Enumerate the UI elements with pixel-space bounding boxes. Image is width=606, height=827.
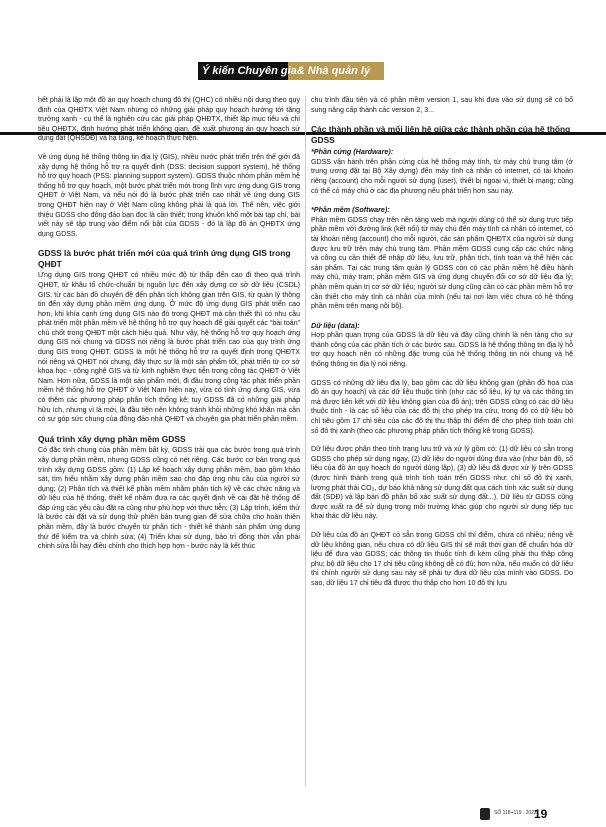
- column-divider: [305, 96, 306, 786]
- subheading: *Phần cứng (Hardware):: [311, 147, 394, 157]
- issue-number: SỐ 118+119 . 2022: [494, 810, 537, 816]
- paragraph: Hợp phần quan trọng của GDSS là dữ liệu và đây cũng chính là nền tảng cho sự thành công của các phân tích ở các bước sau. GDSS là hệ thống thông tin địa lý hỗ trợ quy hoạch nên có những đặc trưng của hệ thống thông tin nói chung và hệ thống thông tin địa lý nói riêng.: [311, 332, 573, 369]
- right-column: [311, 96, 573, 598]
- section-title-part1: Ý kiến Chuyên gia: [202, 65, 297, 77]
- paragraph: Phần mềm GDSS chạy trên nền tảng web mà người dùng có thể sử dụng trực tiếp phần mềm với đường link (kết nối) từ máy chủ đến máy tính cá nhân có internet, có tài khoản riêng (account) cho mỗi người, các sản phẩm QHĐTX của người sử dụng được lưu trữ trên máy chủ trung tâm. Phần mềm GDSS cung cấp các chức năng và công cụ cần thiết để nhập dữ liệu, lưu trữ, phân tích, tính toán và thể hiện các sản phẩm. Tại các trung tâm quản lý GDSS còn có các phần mềm hệ điều hành máy chủ, máy trạm; phần mềm GIS và ứng dụng chuyển đổi cơ sở dữ liệu địa lý; phần mềm quản trị cơ sở dữ liệu; người sử dụng cũng cần có các phần mềm hỗ trợ cần thiết cho máy tính cá nhân của mình (nếu tại nơi làm việc chưa có hệ thống phần mềm trên mạng nội bộ).: [311, 216, 573, 311]
- paragraph: Dữ liệu được phân theo tính trạng lưu trữ và xử lý gồm có: (1) dữ liệu có sẵn trong GDSS cho phép sử dụng ngay, (2) dữ liệu do người dùng đưa vào (như bản đồ, số liệu của đồ án quy hoạch do người dùng lập), (3) dữ liệu đã được xử lý trên GDSS (được hình thành trong quá trình tính toán trên GDSS như: chỉ số đô thị xanh, lượng phát thải CO₂, dự báo khả năng sử dụng đất qua cách tính xác suất sử dụng đất (SDĐ) và lập bản đồ phân bố xác suất sử dụng đất...). Dữ liệu từ GDSS cũng được xuất ra để sử dụng trong môi trường khác giúp cho người sử dụng tiếp tục khai thác dữ liệu này.: [311, 446, 573, 521]
- magazine-logo-icon: [480, 808, 490, 820]
- paragraph: chu trình đầu tiên và có phần mềm version 1, sau khi đưa vào sử dụng sẽ có bổ sung nâng cấp thành các version 2, 3...: [311, 97, 573, 114]
- subheading: *Phần mềm (Software):: [311, 205, 390, 215]
- section-heading: Quá trình xây dựng phần mềm GDSS: [38, 433, 186, 444]
- left-column: [38, 96, 300, 561]
- paragraph: Dữ liệu của đồ án QHĐT có sẵn trong GDSS chỉ thí điểm, chưa có nhiều; riêng về dữ liệu không gian, nếu chưa có dữ liệu GIS thì sẽ mất thời gian để chuẩn hóa dữ liệu để đưa vào GDSS; các thông tin thuộc tính đi kèm cũng phải thu thập công phu; bộ dữ liệu cho 17 chỉ tiêu cũng không dễ có đủ; hơn nữa, nếu muốn có dữ liệu thì chính người sử dụng sau này sẽ phải tự đưa dữ liệu của mình vào GDSS. Do sao, dữ liệu 17 chỉ tiêu đã được thu thập cho hơn 10 đô thị lựu: [311, 531, 573, 587]
- paragraph: Ứng dụng GIS trong QHĐT có nhiều mức độ từ thấp đến cao đi theo quá trình QHĐT, từ khâu tổ chức-chuẩn bị nguồn lực đến xây dựng cơ sở dữ liệu (CSDL) GIS, từ các bản đồ chuyên đề đến phân tích không gian trên GIS, từ quản lý thông tin đến xây dựng phần mềm ứng dụng. Ở mức độ ứng dụng GIS phát triển cao hơn, khi khía cạnh ứng dụng GIS nào đó trong QHĐT mà cần thiết thì có nhu cầu phát triển một phần mềm về hệ thống hỗ trợ quy hoạch để giải quyết các “bài toán” chủ chốt trong QHĐT một cách hiệu quả. Như vậy, hệ thống hỗ trợ quy hoạch ứng dụng GIS nói chung và GDSS nói riêng là bước phát triển cao của quy trình ứng dụng GIS trong QHĐT. GDSS là một hệ thống hỗ trợ ra quyết định trong QHĐTX nói riêng và QHĐT nói chung, đây thực sự là một sản phẩm tốt, phát triển từ cơ sở khoa học - công nghệ GIS và từ kinh nghiệm thực tiễn trong công tác QHĐT ở Việt Nam. Hơn nữa, GDSS là một sản phẩm mới, đi đầu trong công tác phát triển phần mềm hệ thống hỗ trợ QHĐT ở Việt Nam hiện nay, vừa có tính ứng dụng GIS, vừa có thêm các phương pháp phân tích thống kê; tuy GDSS đã có những giải pháp hữu ích, nhưng vì là mới, là đầu tiên nên không tránh khỏi những khó khăn mà cần có sự góp sức chung của đông đảo nhà QHĐT và chuyên gia phát triển phần mềm.: [38, 272, 300, 424]
- page-number: 19: [534, 807, 548, 821]
- paragraph: Về ứng dụng hệ thống thông tin địa lý (GIS), nhiều nước phát triển trên thế giới đã xây dựng hệ thống hỗ trợ ra quyết định (DSS: decision support system), hệ thống hỗ trợ quy hoạch (PSS: planning support system). GDSS thuộc nhóm phần mềm hệ thống hỗ trợ quy hoạch, một bước phát triển mới trong lĩnh vực ứng dụng GIS trong QHĐT ở Việt Nam, và nếu nói đó là bước phát triển cao nhất về ứng dụng GIS trong QHĐT hiện nay ở Việt Nam cũng không phải là quá lời. Thế nên, việc giới thiệu GDSS cho đông đảo bạn đọc là cần thiết; trong khuôn khổ một bài tạp chí, bài viết này sẽ tập trung vào điểm nổi bật của GDSS - đó là lập đồ án QHĐTX ứng dụng GDSS.: [38, 153, 300, 238]
- section-heading: GDSS là bước phát triển mới của quá trình ứng dụng GIS trong QHĐT: [38, 248, 291, 269]
- paragraph: hết phải là lập một đồ án quy hoạch chung đô thị (QHC) có nhiều nội dung theo quy định của QHĐTX Việt Nam nhưng có những giải pháp quy hoạch hướng tới tăng trưởng xanh - cụ thể là nghiên cứu các giải pháp QHĐTX, thiết lập mục tiêu và chỉ tiêu QHĐTX, định hướng phát triển không gian, đề xuất phương án quy hoạch sử dụng đất (QHSDĐ) và hạ tầng, kế hoạch thực hiện.: [38, 97, 300, 143]
- section-heading: Các thành phần và mối liên hệ giữa các thành phần của hệ thống GDSS: [311, 124, 571, 145]
- section-title: [202, 63, 370, 79]
- paragraph: GDSS có những dữ liệu địa lý, bao gồm các dữ liệu không gian (phần đồ họa của đồ án quy hoạch) và các dữ liệu thuộc tính (như các số liệu, ký tự và các thông tin mà được liên kết với dữ liệu không gian của đồ án); trên GDSS cũng có các dữ liệu thuộc tính - là các số liệu của các đô thị cho phép tra cứu, trong đó có dữ liệu bộ chỉ tiêu gồm 17 chỉ tiêu của các đô thị thu thập thí điểm để cho phép tính toán chỉ số đô thị xanh (theo các phương pháp phân tích thống kê trong GDSS).: [311, 379, 573, 435]
- paragraph: GDSS vận hành trên phần cứng của hệ thống máy tính, từ máy chủ trung tâm (ở trung ương đặt tại Bộ Xây dựng) đến máy tính cá nhân có internet, có tài khoản riêng (account) cho mỗi người sử dụng (user), thiết bị ngoại vi, thiết bị mạng; cũng có thể có máy chủ ở các địa phương nếu phát triển hơn sau này.: [311, 158, 573, 195]
- paragraph: Có đặc tính chung của phần mềm bất kỳ, GDSS trải qua các bước trong quá trình xây dựng phần mềm, nhưng GDSS cũng có nét riêng. Các bước cơ bản trong quá trình xây dựng GDSS gồm: (1) Lập kế hoạch xây dựng phần mềm, bao gồm khảo sát, tìm hiểu nhằm xây dựng phần mềm sao cho đáp ứng nhu cầu của người sử dụng; (2) Phân tích và thiết kế phần mềm nhằm phân tích kỹ về các chức năng và dữ liệu của hệ thống, thiết kế nhằm đưa ra các quyết định về cài đặt hệ thống để đáp ứng các yêu cầu đặt ra cũng như phù hợp với thực tiễn; (3) Lập trình, kiểm thử là bước cài đặt và sử dụng thử phiên bản trung gian để sửa chữa cho hoàn thiện phần mềm, đây là bước chuyển từ phân tích - thiết kế thành sản phẩm ứng dụng thử để kiểm tra và chỉnh sửa; (4) Triển khai sử dụng, bảo trì đồng thời vẫn phải chỉnh sửa lỗi hay điều chỉnh cho thích hợp hơn - bước này là kết thúc: [38, 447, 300, 551]
- subheading: Dữ liệu (data):: [311, 320, 360, 330]
- section-title-part2: & Nhà quản lý: [296, 65, 371, 77]
